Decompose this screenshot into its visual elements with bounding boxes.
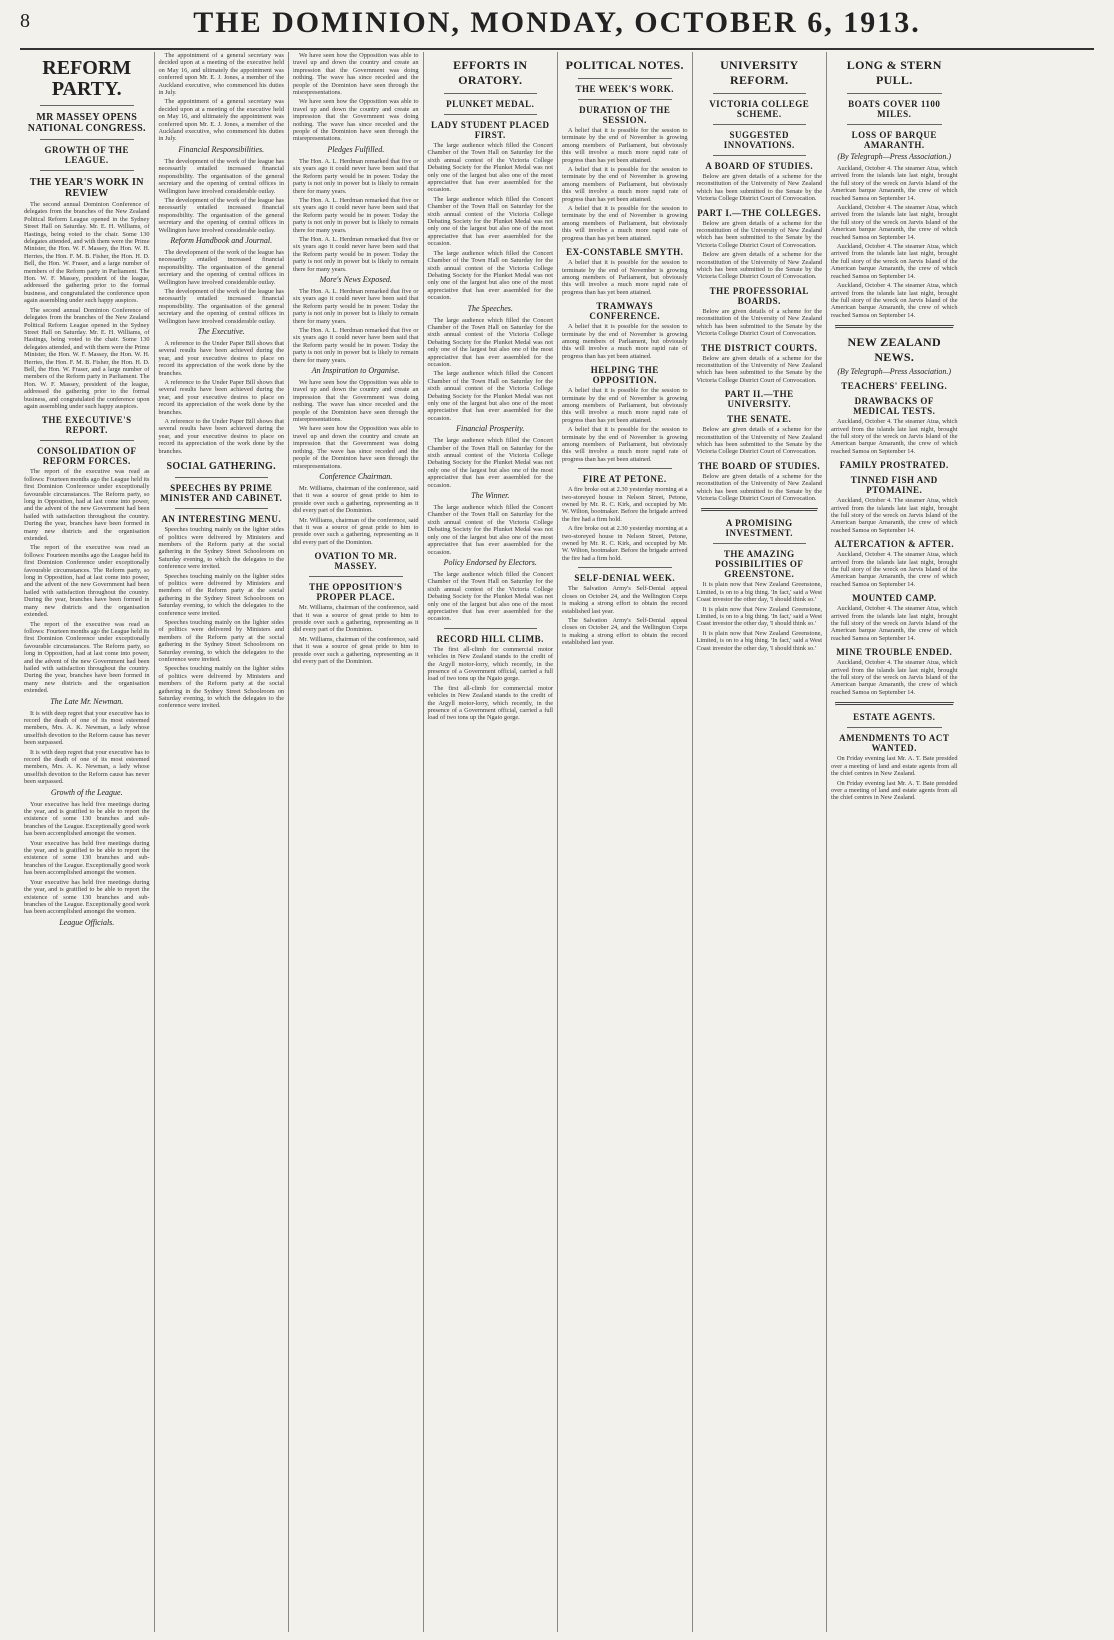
section-heading: THE DISTRICT COURTS. bbox=[701, 342, 818, 353]
subheadline: THE YEAR'S WORK IN REVIEW bbox=[29, 177, 144, 199]
subheadline: VICTORIA COLLEGE SCHEME. bbox=[709, 99, 810, 119]
press-credit: (By Telegraph—Press Association.) bbox=[837, 152, 952, 161]
oratory-headline: EFFORTS IN ORATORY. bbox=[453, 58, 528, 87]
article-text: The appointment of a general secretary was decided upon at a meeting of the executive held on May 16, and ultimately the appointment was conferred upon Mr. E. J. Jones, a member of the Auckland executive, who commenced his duties in July. bbox=[158, 98, 284, 143]
article-text: Speeches touching mainly on the lighter sides of politics were delivered by Ministers and members of the Reform party at the social gathering in the Sydney Street Schoolroom on Saturday evening, to which the delegates to the conference were invited. bbox=[158, 572, 284, 617]
section-heading: CONSOLIDATION OF REFORM FORCES. bbox=[36, 446, 137, 467]
article-text: Auckland, October 4. The steamer Atua, which arrived from the islands late last night, brought the full story of the wreck on Jarvis Island of the American barque Amaranth, the crew of which reached Samoa on September 14. bbox=[831, 243, 958, 280]
article-text: A fire broke out at 2.30 yesterday morning at a two-storeyed house in Nelson Street, Petone, owned by Mr. R. C. Kirk, and occupied by Mr. W. Wilton, bootmaker. Before the brigade arrived the fire had a firm hold. bbox=[562, 486, 688, 523]
article-text: A reference to the Under Paper Bill shows that several results have been achieved during the year, and your executive desires to place on record its appreciation of the work done by the branches. bbox=[158, 340, 284, 377]
section-headline: TRAMWAYS CONFERENCE. bbox=[589, 301, 661, 322]
article-text: Speeches touching mainly on the lighter sides of politics were delivered by Ministers and members of the Reform party at the social gathering in the Sydney Street Schoolroom on Saturday evening, to which the delegates to the conference were invited. bbox=[158, 665, 284, 710]
article-text: Below are given details of a scheme for the reconstitution of the University of New Zealand which has been submitted to the Senate by the Victoria College District Court of Convocation. bbox=[696, 472, 822, 502]
section-heading: Reform Handbook and Journal. bbox=[170, 235, 273, 245]
article-text: Below are given details of a scheme for the reconstitution of the University of New Zealand which has been submitted to the Senate by the Victoria College District Court of Convocation. bbox=[696, 251, 822, 281]
subheadline: DURATION OF THE SESSION. bbox=[579, 105, 671, 125]
masthead bbox=[20, 4, 1094, 50]
article-text: The large audience which filled the Concert Chamber of the Town Hall on Saturday for the sixth annual contest of the Victoria College Debating Society for the Plunket Medal was not only one of the largest but also one of the most appreciative that has ever assembled for the occasion. bbox=[427, 570, 553, 623]
article-text: A reference to the Under Paper Bill shows that several results have been achieved during the year, and your executive desires to place on record its appreciation of the work done by the branches. bbox=[158, 418, 284, 455]
section-heading: A BOARD OF STUDIES. bbox=[705, 161, 814, 171]
article-text: The large audience which filled the Concert Chamber of the Town Hall on Saturday for the sixth annual contest of the Victoria College Debating Society for the Plunket Medal was not only one of the largest but also one of the most appreciative that has ever assembled for the occasion. bbox=[427, 316, 553, 368]
article-text: On Friday evening last Mr. A. T. Bate presided over a meeting of land and estate agents from all the chief centres in New Zealand. bbox=[831, 755, 958, 778]
section-heading: THE SENATE. bbox=[727, 414, 792, 425]
article-text: Auckland, October 4. The steamer Atua, which arrived from the islands late last night, brought the full story of the wreck on Jarvis Island of the American barque Amaranth, the crew of which reached Samoa on September 14. bbox=[831, 418, 958, 455]
reform-party-headline: REFORM PARTY. bbox=[42, 57, 132, 100]
section-heading: The Speeches. bbox=[467, 303, 513, 313]
article-text: We have seen how the Opposition was able to travel up and down the country and create an impression that the Government was doing nothing. The wave has since receded and the people of the Dominion have seen through the misrepresentations. bbox=[293, 98, 419, 143]
article-text: Your executive has held five meetings during the year, and is gratified to be able to report the existence of some 130 branches and sub-branches of the League. Exceptionally good work has been accomplished amongst the women. bbox=[24, 878, 150, 916]
article-text: The large audience which filled the Concert Chamber of the Town Hall on Saturday for the sixth annual contest of the Victoria College Debating Society for the Plunket Medal was not only one of the largest but also one of the most appreciative that has ever assembled for the occasion. bbox=[427, 142, 553, 194]
section-headline: MOUNTED CAMP. bbox=[852, 593, 937, 604]
article-text: We have seen how the Opposition was able to travel up and down the country and create an impression that the Government was doing nothing. The wave has since receded and the people of the Dominion have seen through the misrepresentations. bbox=[293, 379, 419, 424]
section-headline: SOCIAL GATHERING. bbox=[166, 461, 276, 473]
subheadline: AMENDMENTS TO ACT WANTED. bbox=[839, 733, 950, 754]
article-text: The development of the work of the league has necessarily entailed increased financial responsibility. The organisation of the general secretary and the opening of central offices in Wellington have involved considerable outlay. bbox=[158, 248, 284, 286]
subheadline: AN INTERESTING MENU. bbox=[161, 514, 282, 525]
subheadline: GROWTH OF THE LEAGUE. bbox=[44, 145, 129, 165]
article-text: The Hon. A. L. Herdman remarked that five or six years ago it could never have been said that the Reform party would be in power. Today the party is not only in power but is likely to remain there for many years. bbox=[293, 327, 419, 364]
article-text: Mr. Williams, chairman of the conference, said that it was a source of great pride to him to preside over such a gathering, representing as it did every part of the Dominion. bbox=[293, 604, 419, 634]
newspaper-title: THE DOMINION, MONDAY, OCTOBER 6, 1913. bbox=[193, 6, 921, 39]
subheadline: BOATS COVER 1100 MILES. bbox=[848, 99, 941, 119]
section-heading: An Inspiration to Organise. bbox=[311, 366, 400, 376]
article-text: The report of the executive was read as follows: Fourteen months ago the League held its first Dominion Conference under exceptionally favourable circumstances. The Reform party, so long in Opposition, had at last come into power, and the advent of the new Government had been hailed with satisfaction throughout the country. During the year, branches have been formed in many new districts and the organisation extended. bbox=[24, 544, 150, 619]
column-5 bbox=[558, 52, 693, 1632]
article-text: The first all-climb for commercial motor vehicles in New Zealand stands to the credit of the Argyll motor-lorry, which recently, in the presence of a Government official, carried a full load of two tons up the Ngaio gorge. bbox=[427, 684, 553, 722]
subheadline: THE AMAZING POSSIBILITIES OF GREENSTONE. bbox=[715, 549, 804, 580]
column-7 bbox=[827, 52, 962, 1632]
article-text: A belief that it is possible for the session to terminate by the end of November is growing among members of Parliament, but obviously this will involve a much more rapid rate of progress than has yet been attained. bbox=[562, 166, 688, 203]
section-headline: THE OPPOSITION'S PROPER PLACE. bbox=[309, 582, 403, 603]
article-text: Below are given details of a scheme for the reconstitution of the University of New Zealand which has been submitted to the Senate by the Victoria College District Court of Convocation. bbox=[696, 354, 822, 384]
article-text: The Salvation Army's Self-Denial appeal closes on October 24, and the Wellington Corps is making a strong effort to obtain the record established last year. bbox=[562, 616, 688, 647]
article-text: Auckland, October 4. The steamer Atua, which arrived from the islands late last night, brought the full story of the wreck on Jarvis Island of the American barque Amaranth, the crew of which reached Samoa on September 14. bbox=[831, 605, 958, 642]
article-text: Below are given details of a scheme for the reconstitution of the University of New Zealand which has been submitted to the Senate by the Victoria College District Court of Convocation. bbox=[696, 426, 822, 456]
article-text: It is plain now that New Zealand Greenstone, Limited, is on to a big thing. 'In fact,' said a West Coast investor the other day, 'I should think so.' bbox=[696, 629, 822, 652]
article-text: A reference to the Under Paper Bill shows that several results have been achieved during the year, and your executive desires to place on record its appreciation of the work done by the branches. bbox=[158, 379, 284, 416]
article-text: Your executive has held five meetings during the year, and is gratified to be able to report the existence of some 130 branches and sub-branches of the League. Exceptionally good work has been accomplished amongst the women. bbox=[24, 839, 150, 877]
article-text: A belief that it is possible for the session to terminate by the end of November is growing among members of Parliament, but obviously this will involve a much more rapid rate of progress than has yet been attained. bbox=[562, 426, 688, 463]
article-text: The large audience which filled the Concert Chamber of the Town Hall on Saturday for the sixth annual contest of the Victoria College Debating Society for the Plunket Medal was not only one of the largest but also one of the most appreciative that has ever assembled for the occasion. bbox=[427, 437, 553, 489]
nz-news-headline: NEW ZEALAND NEWS. bbox=[847, 335, 941, 365]
article-text: The large audience which filled the Concert Chamber of the Town Hall on Saturday for the sixth annual contest of the Victoria College Debating Society for the Plunket Medal was not only one of the largest but also one of the most appreciative that has ever assembled for the occasion. bbox=[427, 249, 553, 302]
article-text: Below are given details of a scheme for the reconstitution of the University of New Zealand which has been submitted to the Senate by the Victoria College District Court of Convocation. bbox=[696, 219, 822, 249]
subheadline: SUGGESTED INNOVATIONS. bbox=[723, 130, 795, 150]
article-text: Auckland, October 4. The steamer Atua, which arrived from the islands late last night, brought the full story of the wreck on Jarvis Island of the American barque Amaranth, the crew of which reached Samoa on September 14. bbox=[831, 282, 958, 319]
section-headline: A PROMISING INVESTMENT. bbox=[725, 518, 794, 539]
article-text: A belief that it is possible for the session to terminate by the end of November is growing among members of Parliament, but obviously this will involve a much more rapid rate of progress than has yet been attained. bbox=[562, 387, 688, 424]
section-heading: Growth of the League. bbox=[50, 787, 123, 797]
subheadline: LOSS OF BARQUE AMARANTH. bbox=[851, 130, 937, 150]
article-text: The report of the executive was read as follows: Fourteen months ago the League held its first Dominion Conference under exceptionally favourable circumstances. The Reform party, so long in Opposition, had at last come into power, and the advent of the new Government had been hailed with satisfaction throughout the country. During the year, branches have been formed in many new districts and the organisation extended. bbox=[24, 468, 150, 543]
article-text: The development of the work of the league has necessarily entailed increased financial responsibility. The organisation of the general secretary and the opening of central offices in Wellington have involved considerable outlay. bbox=[158, 196, 284, 234]
section-headline: SELF-DENIAL WEEK. bbox=[574, 573, 676, 584]
article-text: We have seen how the Opposition was able to travel up and down the country and create an impression that the Government was doing nothing. The wave has since receded and the people of the Dominion have seen through the misrepresentations. bbox=[293, 425, 419, 470]
section-heading: The Executive. bbox=[197, 327, 245, 336]
section-heading: Pledges Fulfilled. bbox=[327, 144, 385, 154]
article-text: The second annual Dominion Conference of delegates from the branches of the New Zealand Political Reform League opened in the Sydney Street Hall on Saturday. Mr. E. H. Williams, of Hastings, being voted to the chair. Some 130 delegates attended, and with them were the Prime Minister, the Hon. W. F. Massey, the Hon. W. H. Herries, the Hon. F. M. B. Fisher, the Hon. H. D. Bell, the Hon. W. Fraser, and a large number of members of the Reform party in Parliament. The Hon. W. F. Massey, president of the league, addressed the gathering prior to the formal business, and congratulated the conference upon again assembling under such happy auspices. bbox=[24, 201, 150, 305]
section-headline: MINE TROUBLE ENDED. bbox=[836, 647, 953, 658]
subheadline: MR MASSEY OPENS NATIONAL CONGRESS. bbox=[27, 112, 146, 134]
article-text: It is plain now that New Zealand Greenstone, Limited, is on to a big thing. 'In fact,' said a West Coast investor the other day, 'I should think so.' bbox=[696, 605, 822, 628]
subheadline: SPEECHES BY PRIME MINISTER AND CABINET. bbox=[160, 483, 283, 504]
subheadline: DRAWBACKS OF MEDICAL TESTS. bbox=[853, 396, 936, 417]
section-headline: HELPING THE OPPOSITION. bbox=[590, 365, 659, 386]
section-headline: RECORD HILL CLIMB. bbox=[436, 633, 544, 644]
article-text: The Hon. A. L. Herdman remarked that five or six years ago it could never have been said that the Reform party would be in power. Today the party is not only in power but is likely to remain there for many years. bbox=[293, 157, 419, 195]
article-text: Speeches touching mainly on the lighter sides of politics were delivered by Ministers and members of the Reform party at the social gathering in the Sydney Street Schoolroom on Saturday evening, to which the delegates to the conference were invited. bbox=[158, 618, 284, 663]
article-text: The Hon. A. L. Herdman remarked that five or six years ago it could never have been said that the Reform party would be in power. Today the party is not only in power but is likely to remain there for many years. bbox=[293, 287, 419, 325]
section-heading: PART II.—THE UNIVERSITY. bbox=[724, 389, 794, 410]
article-text: The second annual Dominion Conference of delegates from the branches of the New Zealand Political Reform League opened in the Sydney Street Hall on Saturday. Mr. E. H. Williams, of Hastings, being voted to the chair. Some 130 delegates attended, and with them were the Prime Minister, the Hon. W. F. Massey, the Hon. W. H. Herries, the Hon. F. M. B. Fisher, the Hon. H. D. Bell, the Hon. W. Fraser, and a large number of members of the Reform party in Parliament. The Hon. W. F. Massey, president of the league, addressed the gathering prior to the formal business, and congratulated the conference upon again assembling under such happy auspices. bbox=[24, 306, 150, 410]
section-headline: FIRE AT PETONE. bbox=[582, 474, 667, 485]
article-text: Auckland, October 4. The steamer Atua, which arrived from the islands late last night, brought the full story of the wreck on Jarvis Island of the American barque Amaranth, the crew of which reached Samoa on September 14. bbox=[831, 551, 958, 588]
long-stern-pull-headline: LONG & STERN PULL. bbox=[846, 58, 942, 87]
article-text: Mr. Williams, chairman of the conference, said that it was a source of great pride to him to preside over such a gathering, representing as it did every part of the Dominion. bbox=[293, 516, 419, 546]
section-headline: ALTERCATION & AFTER. bbox=[834, 539, 955, 550]
column-4 bbox=[424, 52, 559, 1632]
article-text: The development of the work of the league has necessarily entailed increased financial responsibility. The organisation of the general secretary and the opening of central offices in Wellington have involved considerable outlay. bbox=[158, 157, 284, 195]
columns bbox=[20, 52, 1096, 1632]
article-text: A belief that it is possible for the session to terminate by the end of November is growing among members of Parliament, but obviously this will involve a much more rapid rate of progress than has yet been attained. bbox=[562, 259, 688, 296]
article-text: The Salvation Army's Self-Denial appeal closes on October 24, and the Wellington Corps is making a strong effort to obtain the record established last year. bbox=[562, 585, 688, 615]
section-heading: The Late Mr. Newman. bbox=[50, 696, 124, 706]
article-text: Your executive has held five meetings during the year, and is gratified to be able to report the existence of some 130 branches and sub-branches of the League. Exceptionally good work has been accomplished amongst the women. bbox=[24, 800, 150, 838]
political-notes-headline: POLITICAL NOTES. bbox=[565, 58, 684, 72]
section-heading: Policy Endorsed by Electors. bbox=[443, 557, 537, 567]
article-text: The report of the executive was read as follows: Fourteen months ago the League held its first Dominion Conference under exceptionally favourable circumstances. The Reform party, so long in Opposition, had at last come into power, and the advent of the new Government had been hailed with satisfaction throughout the country. During the year, branches have been formed in many new districts and the organisation extended. bbox=[24, 620, 150, 695]
article-text: Auckland, October 4. The steamer Atua, which arrived from the islands late last night, brought the full story of the wreck on Jarvis Island of the American barque Amaranth, the crew of which reached Samoa on September 14. bbox=[831, 165, 958, 202]
subheadline: TINNED FISH AND PTOMAINE. bbox=[850, 475, 938, 496]
section-heading: THE EXECUTIVE'S REPORT. bbox=[41, 415, 132, 436]
article-text: Mr. Williams, chairman of the conference, said that it was a source of great pride to him to preside over such a gathering, representing as it did every part of the Dominion. bbox=[293, 484, 419, 515]
article-text: A fire broke out at 2.30 yesterday morning at a two-storeyed house in Nelson Street, Petone, owned by Mr. R. C. Kirk, and occupied by Mr. W. Wilton, bootmaker. Before the brigade arrived the fire had a firm hold. bbox=[562, 525, 688, 562]
subheadline: LADY STUDENT PLACED FIRST. bbox=[430, 120, 550, 140]
article-text: Speeches touching mainly on the lighter sides of politics were delivered by Ministers and members of the Reform party at the social gathering in the Sydney Street Schoolroom on Saturday evening, to which the delegates to the conference were invited. bbox=[158, 526, 284, 571]
article-text: Auckland, October 4. The steamer Atua, which arrived from the islands late last night, brought the full story of the wreck on Jarvis Island of the American barque Amaranth, the crew of which reached Samoa on September 14. bbox=[831, 659, 958, 696]
article-text: Auckland, October 4. The steamer Atua, which arrived from the islands late last night, brought the full story of the wreck on Jarvis Island of the American barque Amaranth, the crew of which reached Samoa on September 14. bbox=[831, 497, 958, 534]
column-6 bbox=[693, 52, 828, 1632]
article-text: It is with deep regret that your executive has to record the death of one of its most esteemed members, Mrs. A. K. Newman, a lady whose unselfish devotion to the Reform cause has never been surpassed. bbox=[24, 709, 150, 747]
section-heading: Conference Chairman. bbox=[319, 471, 393, 481]
section-headline: TEACHERS' FEELING. bbox=[841, 381, 948, 392]
article-text: On Friday evening last Mr. A. T. Bate presided over a meeting of land and estate agents from all the chief centres in New Zealand. bbox=[831, 779, 958, 802]
subheadline: PLUNKET MEDAL. bbox=[446, 99, 535, 109]
section-heading: PART I.—THE COLLEGES. bbox=[697, 207, 822, 218]
article-text: A belief that it is possible for the session to terminate by the end of November is growing among members of Parliament, but obviously this will involve a much more rapid rate of progress than has yet been attained. bbox=[562, 127, 688, 164]
page-number: 8 bbox=[20, 10, 30, 32]
press-credit: (By Telegraph—Press Association.) bbox=[837, 367, 952, 377]
article-text: We have seen how the Opposition was able to travel up and down the country and create an impression that the Government was doing nothing. The wave has since receded and the people of the Dominion have seen through the misrepresentations. bbox=[293, 52, 419, 97]
section-headline: ESTATE AGENTS. bbox=[853, 712, 936, 723]
column-3 bbox=[289, 52, 424, 1632]
article-text: A belief that it is possible for the session to terminate by the end of November is growing among members of Parliament, but obviously this will involve a much more rapid rate of progress than has yet been attained. bbox=[562, 323, 688, 360]
section-headline: OVATION TO MR. MASSEY. bbox=[314, 551, 398, 572]
section-heading: The Winner. bbox=[471, 491, 510, 501]
section-heading: THE BOARD OF STUDIES. bbox=[698, 460, 821, 471]
section-headline: FAMILY PROSTRATED. bbox=[839, 460, 949, 471]
article-text: The Hon. A. L. Herdman remarked that five or six years ago it could never have been said that the Reform party would be in power. Today the party is not only in power but is likely to remain there for many years. bbox=[293, 196, 419, 234]
column-2 bbox=[155, 52, 290, 1632]
university-reform-headline: UNIVERSITY REFORM. bbox=[720, 58, 799, 87]
article-text: The large audience which filled the Concert Chamber of the Town Hall on Saturday for the sixth annual contest of the Victoria College Debating Society for the Plunket Medal was not only one of the largest but also one of the most appreciative that has ever assembled for the occasion. bbox=[427, 504, 553, 556]
article-text: The appointment of a general secretary was decided upon at a meeting of the executive held on May 16, and ultimately the appointment was conferred upon Mr. E. J. Jones, a member of the Auckland executive, who commenced his duties in July. bbox=[158, 52, 284, 97]
section-headline: EX-CONSTABLE SMYTH. bbox=[566, 247, 684, 258]
section-heading: THE PROFESSORIAL BOARDS. bbox=[709, 285, 809, 306]
section-heading: Financial Prosperity. bbox=[456, 424, 525, 434]
article-text: The large audience which filled the Concert Chamber of the Town Hall on Saturday for the sixth annual contest of the Victoria College Debating Society for the Plunket Medal was not only one of the largest but also one of the most appreciative that has ever assembled for the occasion. bbox=[427, 370, 553, 422]
subheadline: THE WEEK'S WORK. bbox=[575, 84, 674, 94]
article-text: It is with deep regret that your executive has to record the death of one of its most esteemed members, Mrs. A. K. Newman, a lady whose unselfish devotion to the Reform cause has never been surpassed. bbox=[24, 748, 150, 786]
article-text: It is plain now that New Zealand Greenstone, Limited, is on to a big thing. 'In fact,' said a West Coast investor the other day, 'I should think so.' bbox=[696, 581, 822, 604]
article-text: Auckland, October 4. The steamer Atua, which arrived from the islands late last night, brought the full story of the wreck on Jarvis Island of the American barque Amaranth, the crew of which reached Samoa on September 14. bbox=[831, 204, 958, 241]
article-text: A belief that it is possible for the session to terminate by the end of November is growing among members of Parliament, but obviously this will involve a much more rapid rate of progress than has yet been attained. bbox=[562, 205, 688, 242]
section-heading: More's News Exposed. bbox=[319, 274, 392, 284]
article-text: Below are given details of a scheme for the reconstitution of the University of New Zealand which has been submitted to the Senate by the Victoria College District Court of Convocation. bbox=[696, 307, 822, 338]
article-text: The development of the work of the league has necessarily entailed increased financial responsibility. The organisation of the general secretary and the opening of central offices in Wellington have involved considerable outlay. bbox=[158, 287, 284, 325]
article-text: The first all-climb for commercial motor vehicles in New Zealand stands to the credit of the Argyll motor-lorry, which recently, in the presence of a Government official, carried a full load of two tons up the Ngaio gorge. bbox=[427, 645, 553, 683]
section-heading: Financial Responsibilities. bbox=[178, 144, 265, 154]
section-heading: League Officials. bbox=[59, 917, 115, 927]
article-text: Below are given details of a scheme for the reconstitution of the University of New Zealand which has been submitted to the Senate by the Victoria College District Court of Convocation. bbox=[696, 173, 822, 203]
article-text: The large audience which filled the Concert Chamber of the Town Hall on Saturday for the sixth annual contest of the Victoria College Debating Society for the Plunket Medal was not only one of the largest but also one of the most appreciative that has ever assembled for the occasion. bbox=[427, 195, 553, 248]
article-text: Mr. Williams, chairman of the conference, said that it was a source of great pride to him to preside over such a gathering, representing as it did every part of the Dominion. bbox=[293, 635, 419, 665]
article-text: The Hon. A. L. Herdman remarked that five or six years ago it could never have been said that the Reform party would be in power. Today the party is not only in power but is likely to remain there for many years. bbox=[293, 235, 419, 273]
column-1 bbox=[20, 52, 155, 1632]
